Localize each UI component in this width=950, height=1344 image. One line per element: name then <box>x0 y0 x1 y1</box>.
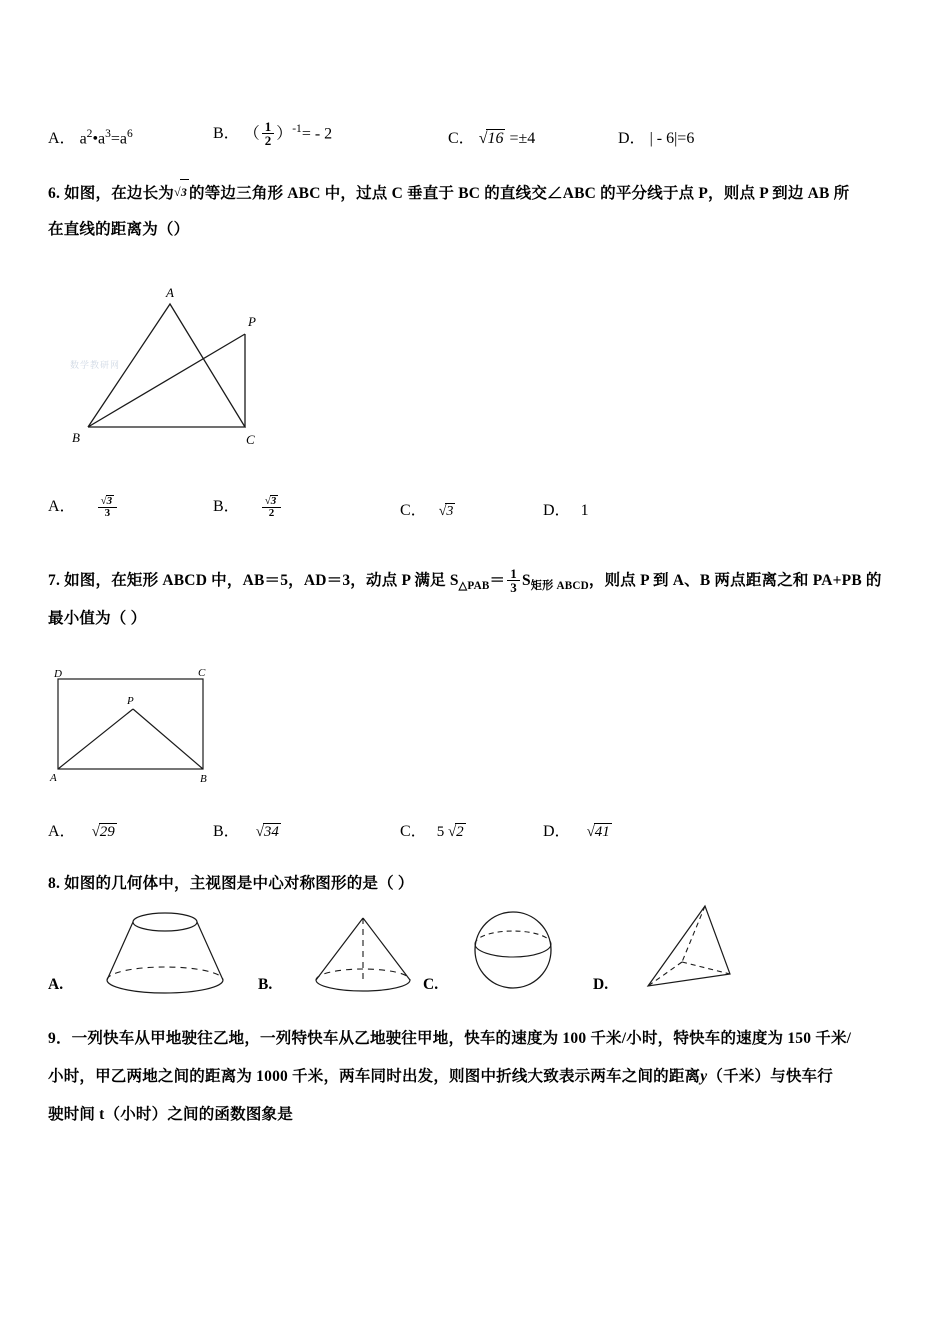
question-9-line-3: 驶时间 t（小时）之间的函数图象是 <box>48 1105 293 1123</box>
q8-option-b-label[interactable]: B. <box>258 976 273 993</box>
svg-text:A: A <box>50 772 57 784</box>
q7-option-d-label: D． <box>543 823 571 840</box>
question-7-figure <box>48 665 278 795</box>
q7-sub-2: 矩形 ABCD <box>530 580 589 593</box>
option-c[interactable] <box>448 125 535 148</box>
question-7-line-1 <box>48 565 910 599</box>
svg-text:D: D <box>54 668 62 680</box>
q8-option-d-label[interactable]: D. <box>593 976 609 993</box>
q7-fraction: $\frac{1}{3}$ <box>507 567 520 595</box>
q7-option-a-label: A． <box>48 823 76 840</box>
q8-option-c-label[interactable]: C. <box>423 976 439 993</box>
q6-option-c[interactable] <box>400 497 455 520</box>
sphere-icon <box>460 900 570 1000</box>
q7-eq: ＝ <box>489 572 506 589</box>
option-b-label: B． <box>213 125 240 143</box>
q8-option-a-label[interactable]: A. <box>48 976 64 993</box>
question-9 <box>48 1020 910 1134</box>
q7-option-a[interactable] <box>48 818 117 841</box>
cone-icon <box>298 908 428 1000</box>
q6-option-c-label: C． <box>400 502 427 519</box>
svg-text:A: A <box>166 285 174 300</box>
q6-option-b-label: B． <box>213 497 240 515</box>
option-c-text: √16 =±4 <box>478 130 536 147</box>
q7-option-d-value: √41 <box>586 824 610 840</box>
q7-text-a: 7. 如图，在矩形 ABCD 中，AB＝5，AD＝3，动点 P 满足 S <box>48 572 459 589</box>
watermark: 数学教研网 <box>70 360 121 370</box>
q6-text-b: 的等边三角形 ABC 中，过点 C 垂直于 BC 的直线交∠ABC 的平分线于点 P，则点 P 到边 AB 所 <box>189 185 850 202</box>
q7-option-b-label: B． <box>213 823 240 840</box>
q6-option-d-value: 1 <box>580 502 589 519</box>
question-8-text: 8. 如图的几何体中，主视图是中心对称图形的是（ ） <box>48 875 414 892</box>
question-7-line-2: 最小值为（ ） <box>48 609 147 627</box>
question-7 <box>48 565 910 639</box>
question-6-line-2: 在直线的距离为（） <box>48 221 190 238</box>
q7-text-b: ，则点 P 到 A、B 两点距离之和 PA+PB 的 <box>588 572 882 589</box>
q7-option-d[interactable] <box>543 818 612 841</box>
svg-text:P: P <box>248 314 256 329</box>
option-a[interactable] <box>48 125 133 148</box>
option-d-text: | - 6|=6 <box>649 130 695 147</box>
q7-s: S <box>521 572 531 589</box>
q6-text-a: 6. 如图，在边长为 <box>48 185 175 202</box>
frustum-icon <box>90 900 240 1000</box>
option-a-text: $a^2•a^3=a^6$ <box>79 127 133 147</box>
question-7-options <box>48 805 908 841</box>
question-5-options <box>48 118 908 148</box>
question-8-figures <box>48 900 908 1000</box>
q6-option-a-value: $\frac{√3}{3}$ <box>96 495 120 520</box>
question-6-line-1 <box>48 178 910 209</box>
q7-sub-1: △PAB <box>458 580 490 593</box>
question-6 <box>48 178 910 251</box>
q6-option-b[interactable] <box>213 493 283 520</box>
option-c-label: C． <box>448 130 475 147</box>
q7-option-b-value: √34 <box>255 824 279 840</box>
q6-option-a-label: A． <box>48 497 76 515</box>
option-b-text: （ $\frac{1}{2}$ ）$^{-1}$= - 2 <box>243 118 333 149</box>
option-d-label: D． <box>618 130 646 147</box>
q9-text-b: （千米）与快车行 <box>707 1067 833 1085</box>
q7-option-b[interactable] <box>213 818 281 841</box>
svg-text:P: P <box>127 695 134 707</box>
q9-text-a: 小时，甲乙两地之间的距离为 1000 千米，两车同时出发，则图中折线大致表示两车之间的距离 <box>48 1067 701 1085</box>
question-8 <box>48 865 910 903</box>
pyramid-icon <box>630 900 770 1000</box>
q6-option-b-value: $\frac{√3}{2}$ <box>260 495 284 520</box>
svg-text:B: B <box>72 430 80 445</box>
option-a-label: A． <box>48 130 76 147</box>
svg-text:C: C <box>246 432 255 447</box>
question-9-line-1: 9．一列快车从甲地驶往乙地，一列特快车从乙地驶往甲地，快车的速度为 100 千米/小时，特快车的速度为 150 千米/ <box>48 1030 852 1047</box>
q7-option-a-value: √29 <box>91 824 115 840</box>
q6-option-c-value: √3 <box>438 504 454 519</box>
svg-text:C: C <box>198 667 206 679</box>
q9-y-var: y <box>700 1067 708 1085</box>
question-6-options <box>48 480 908 520</box>
option-d[interactable] <box>618 125 694 148</box>
q7-option-c-value: 5 √2 <box>436 824 464 840</box>
q7-option-c-label: C． <box>400 823 427 840</box>
q6-option-d[interactable] <box>543 497 589 520</box>
svg-text:B: B <box>200 773 207 785</box>
option-b[interactable] <box>213 120 332 148</box>
question-6-figure <box>70 272 350 462</box>
q7-option-c[interactable] <box>400 818 466 841</box>
rectangle-abcd-diagram <box>48 665 278 795</box>
q6-option-a[interactable] <box>48 493 119 520</box>
q6-sqrt-3: √3 <box>174 179 189 204</box>
q6-option-d-label: D． <box>543 502 571 519</box>
question-9-line-2 <box>48 1058 910 1096</box>
